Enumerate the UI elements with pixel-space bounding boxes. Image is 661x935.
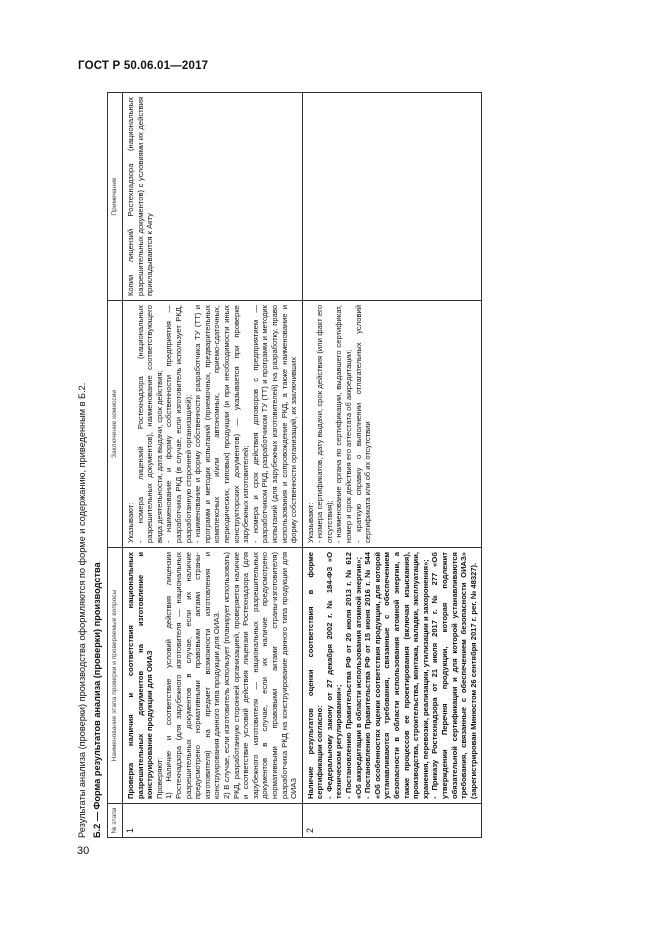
stage-cell [123,548,303,804]
stage-line: - Постановлению Правительства РФ от 15 июня 2016 г. № 544 «Об особенностях оценки соответствия продукции, для которой устанавливаются требования, связанные с обеспечением безопасности в области использования атомной энергии, а также процессов ее проектирования (включая изыскания), производства, строительства, монтажа, наладки, эксплуатации, хранения, перевозки, реализации, утилизации и захоронения»; [363,552,430,799]
page-number: 30 [77,845,90,857]
conclusion-cell [123,301,303,548]
rotated-content [76,93,583,838]
note-cell [302,93,482,301]
analysis-table [107,92,482,838]
conclusion-line: Указывают: [305,502,315,543]
document-standard-title: ГОСТ Р 50.06.01—2017 [78,60,209,72]
table-row [123,93,303,838]
conclusion-line: - наименование и форму собственности предприятия — разработчика РКД (в случае, если изготовитель использует РКД, разработанную сторонней организацией); [164,305,193,543]
stage-line: - Федеральному закону от 27 декабря 2002 г. № 184-ФЗ «О техническом регулировании»; [324,552,344,799]
stage-line: - Приказу Ростехнадзора от 21 июля 2017 г. № 277 «Об утверждении Перечня продукции, которая подлежит обязательной сертификации и для которой устанавливаются требования, связанные с обеспечением безопасности ОИАЗ» (зарегистрирован Минюстом 26 сентября 2017 г. рег. № 48327). [430,552,478,799]
stage-line: Проверка наличия и соответствия национальных разрешительных документов на изготовление и конструирование продукции для ОИАЗ [126,552,155,799]
header-conclusion: Заключение комиссии [108,301,123,548]
stage-number: 1 [123,804,303,838]
section-title: Б.2 — Форма результатов анализа (проверки) производства [92,562,102,838]
stage-line: 2) В случае, если изготовитель использует (планирует использовать) РКД, разработанную сторонней организацией, проверяется наличие и соответствие условий действия лицензии Ростехнадзора (для зарубежного изготовителя — национальных разрешительных документов в случае, если их наличие предусмотрено нормативными правовыми актами страны-изготовителя) разработчика РКД на конструирование данного типа продукции для ОИАЗ [221,552,299,799]
header-stage-number: № этапа [108,804,123,838]
conclusion-line: Указывают: [126,502,135,543]
table-header-row [108,93,123,838]
intro-text: Результаты анализа (проверки) производства оформляются по форме и содержанию, приведенным в Б.2. [77,382,87,838]
conclusion-line: - номера сертификатов, дату выдачи, срок действия (или факт его отсутствия); [315,305,334,543]
stage-cell [302,548,482,804]
stage-line: 1) Наличие и соответствие условий действия лицензии Ростехнадзора (для зарубежного изготовителя — национальных разрешительных документов в случае, если их наличие предусмотрено нормативными правовыми актами страны-изготовителя) на предмет возможности изготовления и конструирования данного типа продукции для ОИАЗ. [164,552,222,799]
conclusion-cell [302,301,482,548]
stage-line: Проверяют: [154,757,164,799]
stage-line: - Постановлению Правительства РФ от 20 июля 2013 г. № 612 «Об аккредитации в области использования атомной энергии»; [344,552,363,799]
conclusion-line: - краткую справку о выполнении отлагательных условий сертификата или об их отсутствии [353,305,373,543]
conclusion-line: - номера и срок действия договоров с предприятием — разработчиком РКД, разработчиком ТУ (ТТ) и программ и методик испытаний (для зарубежных изготовителей) на разработку, право использования и сопровождение РКД, а также наименование и форму собственности организаций, их заключивших [250,305,299,543]
note-cell [123,93,303,301]
header-note: Примечание [108,93,123,301]
stage-line: Наличие результатов оценки соответствия в форме сертификации согласно: [305,552,325,799]
stage-number: 2 [302,804,482,838]
table-row [302,93,482,838]
header-stage-name: Наименование этапа проверки и проверяемые вопросы [108,548,123,804]
conclusion-line: - наименование и форму собственности разработчика ТУ (ТТ) и программ и методик испытаний (приемочных, предварительных комплексных и/или автономных, приемо-сдаточных, периодических, типовых) продукции (и при необходимости иных конструкторских документов) — указывается при проверке зарубежных изготовителей; [193,305,251,543]
conclusion-line: - номера лицензий Ростехнадзора (национальных разрешительных документов), наименование соответствующего вида деятельности, дата выдачи, срок действия; [135,305,164,543]
note-text: Копии лицензий Ростехнадзора (национальных разрешительных документов) с условиями их действия прикладываются к Акту [126,97,155,296]
conclusion-line: - наименование органа по сертификации, выдавшего сертификат, номер и срок действия его аттестата об аккредитации; [334,305,354,543]
